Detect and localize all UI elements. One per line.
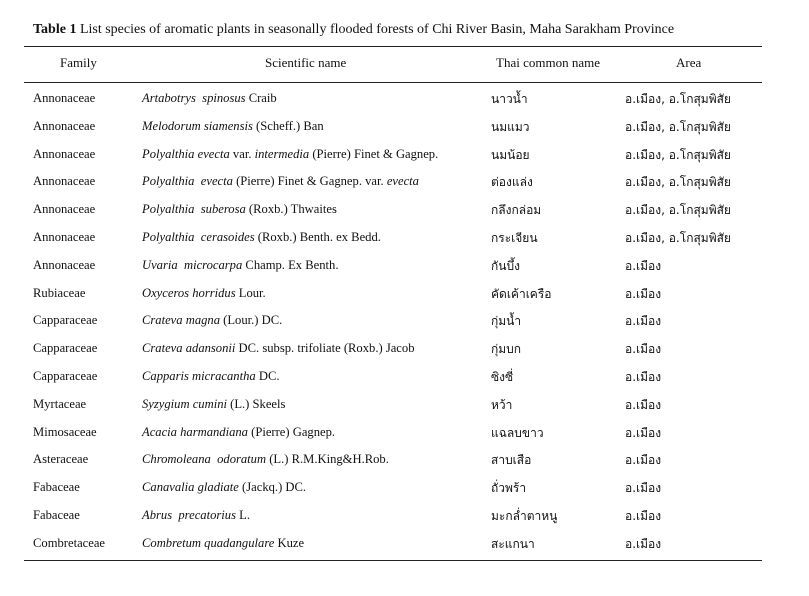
cell-scientific-name [142, 313, 282, 328]
scientific-name-italic: Combretum quadangulare [142, 535, 275, 550]
cell-scientific-name [142, 341, 415, 356]
cell-family: Rubiaceae [33, 285, 86, 300]
header-scientific-name: Scientific name [265, 55, 347, 70]
scientific-name-italic: Artabotrys spinosus [142, 91, 246, 105]
scientific-name-authority: Kuze [274, 535, 305, 550]
scientific-name-italic: Crateva adansonii [142, 341, 236, 356]
cell-scientific-name [142, 202, 337, 217]
table-row [0, 167, 809, 195]
scientific-name-italic: Polyalthia suberosa [142, 202, 246, 217]
cell-area: อ.เมือง [625, 453, 662, 468]
scientific-name-italic: Polyalthia evecta [142, 146, 230, 161]
cell-scientific-name [142, 147, 438, 162]
table-row [0, 140, 809, 168]
cell-family: Capparaceae [33, 368, 98, 383]
cell-family: Annonaceae [33, 202, 96, 217]
cell-thai-common-name: กุ่มบก [491, 342, 522, 357]
cell-scientific-name [142, 230, 381, 245]
scientific-name-italic: Capparis micracantha [142, 368, 256, 383]
table-row [0, 279, 809, 307]
cell-scientific-name [142, 369, 280, 384]
cell-scientific-name [142, 508, 250, 523]
cell-thai-common-name: นมแมว [491, 119, 530, 134]
table-row [0, 112, 809, 140]
cell-scientific-name [142, 91, 277, 106]
table-row [0, 251, 809, 279]
scientific-name-authority: (L.) R.M.King&H.Rob. [266, 452, 389, 467]
scientific-name-authority: DC. subsp. trifoliate (Roxb.) Jacob [235, 341, 415, 356]
cell-thai-common-name: กันบึ้ง [491, 258, 520, 273]
table-row [0, 223, 809, 251]
cell-area: อ.เมือง [625, 481, 662, 496]
cell-family: Annonaceae [33, 229, 96, 244]
cell-family: Capparaceae [33, 341, 98, 356]
cell-family: Annonaceae [33, 146, 96, 161]
cell-scientific-name [142, 536, 304, 551]
scientific-name-italic: Polyalthia cerasoides [142, 229, 255, 244]
cell-area: อ.เมือง [625, 258, 662, 273]
table-row [0, 418, 809, 446]
cell-family: Annonaceae [33, 91, 96, 105]
scientific-name-authority: (Lour.) DC. [220, 313, 283, 328]
cell-family: Annonaceae [33, 257, 96, 272]
cell-family: Fabaceae [33, 507, 80, 522]
cell-area: อ.เมือง [625, 342, 662, 357]
cell-scientific-name [142, 119, 324, 134]
scientific-name-authority: (Pierre) Finet & Gagnep. var. [232, 174, 387, 189]
cell-area: อ.เมือง [625, 397, 662, 412]
scientific-name-italic: evecta [386, 174, 419, 189]
header-rule [24, 82, 762, 83]
table-row [0, 390, 809, 418]
cell-family: Fabaceae [33, 480, 80, 495]
bottom-rule [24, 560, 762, 561]
scientific-name-italic: Chromoleana odoratum [142, 452, 267, 467]
cell-thai-common-name: นมน้อย [491, 147, 530, 162]
caption-label: Table 1 [33, 22, 77, 37]
cell-area: อ.เมือง [625, 369, 662, 384]
cell-thai-common-name: นาวน้ำ [491, 92, 528, 106]
cell-area: อ.เมือง [625, 314, 662, 329]
cell-thai-common-name: กุ่มน้ำ [491, 314, 522, 329]
cell-thai-common-name: ซิงซี่ [491, 369, 514, 384]
cell-scientific-name [142, 174, 419, 189]
table-body [0, 84, 809, 557]
scientific-name-authority: (Pierre) Gagnep. [247, 424, 336, 439]
header-thai-common-name: Thai common name [496, 55, 600, 70]
cell-area: อ.เมือง, อ.โกสุมพิสัย [625, 203, 731, 218]
cell-scientific-name [142, 286, 266, 301]
scientific-name-italic: Uvaria microcarpa [142, 257, 243, 272]
scientific-name-authority: (Scheff.) Ban [252, 118, 324, 133]
scientific-name-italic: Crateva magna [142, 313, 221, 328]
header-area: Area [676, 55, 702, 70]
table-row [0, 306, 809, 334]
scientific-name-italic: Syzygium cumini [142, 396, 227, 411]
scientific-name-italic: Polyalthia evecta [142, 174, 233, 189]
cell-area: อ.เมือง [625, 508, 662, 523]
cell-area: อ.เมือง, อ.โกสุมพิสัย [625, 147, 731, 162]
cell-scientific-name [142, 397, 285, 412]
scientific-name-authority: DC. [255, 368, 280, 383]
scientific-name-authority: (Jackq.) DC. [238, 480, 307, 495]
cell-thai-common-name: หว้า [491, 397, 513, 412]
table-row [0, 334, 809, 362]
scientific-name-authority: Champ. Ex Benth. [242, 257, 339, 272]
scientific-name-italic: intermedia [254, 146, 310, 161]
table-row [0, 195, 809, 223]
cell-area: อ.เมือง, อ.โกสุมพิสัย [625, 175, 731, 190]
scientific-name-italic: Acacia harmandiana [142, 424, 248, 439]
cell-thai-common-name: มะกล่ำตาหนู [491, 508, 558, 523]
cell-thai-common-name: สะแกนา [491, 536, 535, 551]
scientific-name-italic: Melodorum siamensis [142, 118, 253, 133]
cell-family: Asteraceae [33, 452, 89, 467]
cell-thai-common-name: กลึงกล่อม [491, 203, 542, 218]
scientific-name-authority: (L.) Skeels [227, 396, 286, 411]
cell-thai-common-name: กระเจียน [491, 230, 538, 245]
cell-area: อ.เมือง, อ.โกสุมพิสัย [625, 230, 731, 245]
cell-thai-common-name: ถั่วพร้า [491, 481, 527, 496]
scientific-name-italic: Canavalia gladiate [142, 480, 239, 495]
cell-family: Combretaceae [33, 535, 106, 550]
scientific-name-authority: var. [229, 146, 255, 161]
caption-text: List species of aromatic plants in seasonally flooded forests of Chi River Basin, Maha Sarakham Province [76, 22, 675, 37]
table-row [0, 501, 809, 529]
scientific-name-authority: Lour. [235, 285, 266, 300]
table-caption [33, 22, 674, 38]
header-family: Family [60, 55, 97, 70]
scientific-name-authority: (Pierre) Finet & Gagnep. [309, 146, 439, 161]
scientific-name-italic: Oxyceros horridus [142, 285, 236, 300]
cell-area: อ.เมือง, อ.โกสุมพิสัย [625, 119, 731, 134]
cell-thai-common-name: แฉลบขาว [491, 425, 544, 440]
table-row [0, 362, 809, 390]
cell-thai-common-name: สาบเสือ [491, 453, 532, 468]
table-row [0, 473, 809, 501]
cell-thai-common-name: ต่องแล่ง [491, 175, 533, 190]
cell-scientific-name [142, 480, 306, 495]
scientific-name-italic: Abrus precatorius [142, 507, 236, 522]
cell-scientific-name [142, 452, 389, 467]
cell-family: Annonaceae [33, 174, 96, 189]
cell-area: อ.เมือง [625, 286, 662, 301]
scientific-name-authority: L. [236, 507, 250, 522]
table-row [0, 529, 809, 557]
table-row [0, 445, 809, 473]
cell-scientific-name [142, 258, 338, 273]
scientific-name-authority: Craib [245, 91, 277, 105]
cell-family: Annonaceae [33, 118, 96, 133]
scientific-name-authority: (Roxb.) Benth. ex Bedd. [254, 229, 381, 244]
cell-area: อ.เมือง, อ.โกสุมพิสัย [625, 92, 731, 106]
cell-scientific-name [142, 425, 335, 440]
top-rule [24, 46, 762, 47]
cell-family: Myrtaceae [33, 396, 87, 411]
scientific-name-authority: (Roxb.) Thwaites [245, 202, 337, 217]
cell-thai-common-name: คัดเค้าเครือ [491, 286, 552, 301]
cell-family: Mimosaceae [33, 424, 97, 439]
cell-area: อ.เมือง [625, 425, 662, 440]
table-row [0, 84, 809, 112]
cell-area: อ.เมือง [625, 536, 662, 551]
cell-family: Capparaceae [33, 313, 98, 328]
